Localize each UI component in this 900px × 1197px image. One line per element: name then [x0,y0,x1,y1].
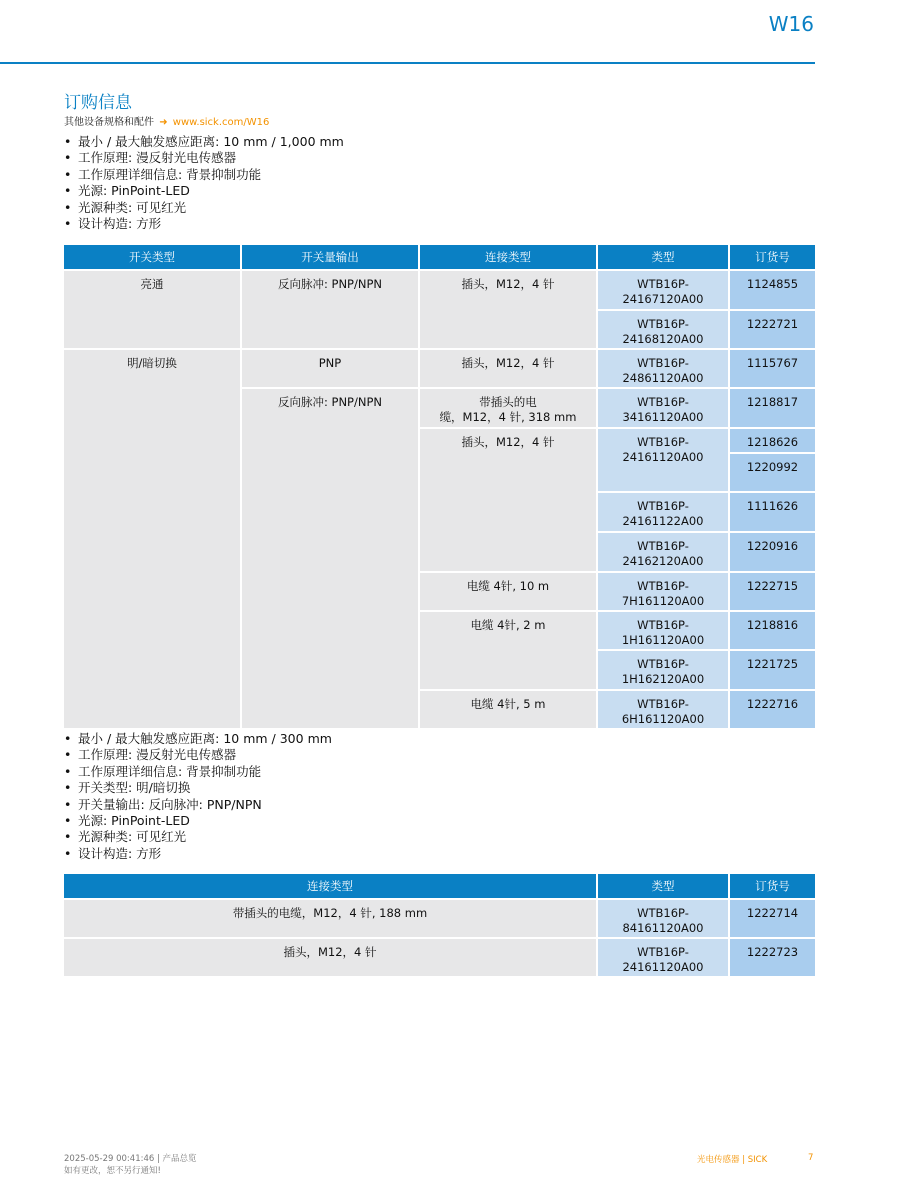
cell-text: WTB16P- 24168120A00 [622,317,704,346]
list-item: • 最小 / 最大触发感应距离: 10 mm / 1,000 mm [64,134,344,150]
cell-text: 带插头的电缆，M12，4 针, 188 mm [232,906,428,920]
list-item: • 光源: PinPoint-LED [64,813,332,829]
table-cell [420,429,596,571]
cell-text: 1220992 [746,460,799,474]
cell-text: WTB16P- 84161120A00 [622,906,704,935]
list-item: • 工作原理详细信息: 背景抑制功能 [64,764,332,780]
order-number-cell [730,612,815,649]
feature-list-1 [64,134,344,232]
cell-text: 1218816 [746,618,799,632]
table-cell [242,271,418,348]
column-header: 订货号 [730,245,815,269]
cell-text: 1222715 [746,579,799,593]
cell-text: 1111626 [746,499,799,513]
order-number-cell [730,493,815,531]
order-number-cell [730,900,815,937]
page-number: 7 [808,1153,814,1163]
cell-text: 电缆 4针, 5 m [470,697,546,711]
cell-text: 亮通 [140,277,164,291]
table-cell [420,389,596,427]
cell-text: 1220916 [746,539,799,553]
cell-text: 插头，M12，4 针 [461,277,555,291]
type-cell [598,612,728,649]
column-header: 开关量输出 [242,245,418,269]
cell-text: WTB16P- 6H161120A00 [621,697,705,726]
order-number-cell [730,533,815,571]
table-cell [64,939,596,976]
type-cell [598,493,728,531]
accessories-text: 其他设备规格和配件 [64,117,154,128]
list-item: • 工作原理详细信息: 背景抑制功能 [64,167,344,183]
table-cell [420,271,596,348]
list-item: • 光源种类: 可见红光 [64,829,332,845]
cell-text: 1222723 [746,945,799,959]
order-table-1 [64,245,815,767]
list-item: • 开关类型: 明/暗切换 [64,780,332,796]
list-item: • 开关量输出: 反向脉冲: PNP/NPN [64,797,332,813]
order-number-cell [730,429,815,452]
list-item: • 最小 / 最大触发感应距离: 10 mm / 300 mm [64,731,332,747]
order-number-cell [730,651,815,689]
cell-text: WTB16P- 1H162120A00 [621,657,705,686]
type-cell [598,311,728,348]
table-cell [420,612,596,689]
footer-notice: 如有更改，恕不另行通知! [64,1166,161,1176]
list-item: • 光源: PinPoint-LED [64,183,344,199]
cell-text: WTB16P- 24161120A00 [622,945,704,974]
arrow-right-icon: ➜ [159,117,168,128]
list-item: • 工作原理: 漫反射光电传感器 [64,150,344,166]
table-cell [64,900,596,937]
table-cell [242,350,418,387]
accessories-link[interactable]: www.sick.com/W16 [172,117,270,128]
cell-text: WTB16P- 7H161120A00 [621,579,705,608]
type-cell [598,691,728,728]
header-title: W16 [768,12,814,36]
cell-text: 1222714 [746,906,799,920]
cell-text: 1218817 [746,395,799,409]
cell-text: 带插头的电 缆，M12，4 针, 318 mm [439,395,577,424]
cell-text: WTB16P- 24167120A00 [622,277,704,306]
accessories-line [64,113,269,128]
column-header: 连接类型 [420,245,596,269]
cell-text: 1222716 [746,697,799,711]
cell-text: 插头，M12，4 针 [461,435,555,449]
cell-text: 插头，M12，4 针 [283,945,377,959]
footer-timestamp: 2025-05-29 00:41:46 | 产品总览 [64,1154,197,1164]
column-header: 类型 [598,874,728,898]
table-cell [420,691,596,728]
order-number-cell [730,939,815,976]
type-cell [598,939,728,976]
type-cell [598,271,728,309]
cell-text: WTB16P- 24861120A00 [622,356,704,385]
order-number-cell [730,311,815,348]
cell-text: WTB16P- 1H161120A00 [621,618,705,647]
table-cell [64,350,240,728]
header-divider [0,62,815,64]
cell-text: 1218626 [746,435,799,449]
order-table-2 [64,874,815,976]
cell-text: 电缆 4针, 10 m [466,579,550,593]
type-cell [598,389,728,427]
cell-text: WTB16P- 24162120A00 [622,539,704,568]
table-cell [420,350,596,387]
cell-text: PNP [318,356,342,370]
cell-text: 1124855 [746,277,799,291]
cell-text: WTB16P- 34161120A00 [622,395,704,424]
footer-meta [64,1153,197,1177]
cell-text: 明/暗切换 [127,356,177,370]
cell-text: 电缆 4针, 2 m [470,618,546,632]
order-number-cell [730,573,815,610]
order-number-cell [730,271,815,309]
type-cell [598,900,728,937]
order-number-cell [730,350,815,387]
type-cell [598,651,728,689]
footer-brand: 光电传感器 | SICK [697,1155,768,1165]
list-item: • 设计构造: 方形 [64,846,332,862]
order-number-cell [730,691,815,728]
type-cell [598,429,728,491]
column-header: 订货号 [730,874,815,898]
cell-text: 反向脉冲: PNP/NPN [277,395,383,409]
cell-text: 1115767 [746,356,799,370]
column-header: 类型 [598,245,728,269]
table-cell [64,271,240,348]
type-cell [598,533,728,571]
cell-text: 插头，M12，4 针 [461,356,555,370]
list-item: • 光源种类: 可见红光 [64,200,344,216]
cell-text: WTB16P- 24161122A00 [622,499,704,528]
cell-text: 反向脉冲: PNP/NPN [277,277,383,291]
list-item: • 设计构造: 方形 [64,216,344,232]
cell-text: 1222721 [746,317,799,331]
type-cell [598,350,728,387]
order-number-cell [730,389,815,427]
column-header: 连接类型 [64,874,596,898]
type-cell [598,573,728,610]
cell-text: 1221725 [746,657,799,671]
column-header: 开关类型 [64,245,240,269]
order-number-cell [730,454,815,491]
cell-text: WTB16P- 24161120A00 [622,435,704,464]
feature-list-2 [64,731,332,862]
table-cell [242,389,418,728]
list-item: • 工作原理: 漫反射光电传感器 [64,747,332,763]
section-title: 订购信息 [64,93,132,113]
table-cell [420,573,596,610]
